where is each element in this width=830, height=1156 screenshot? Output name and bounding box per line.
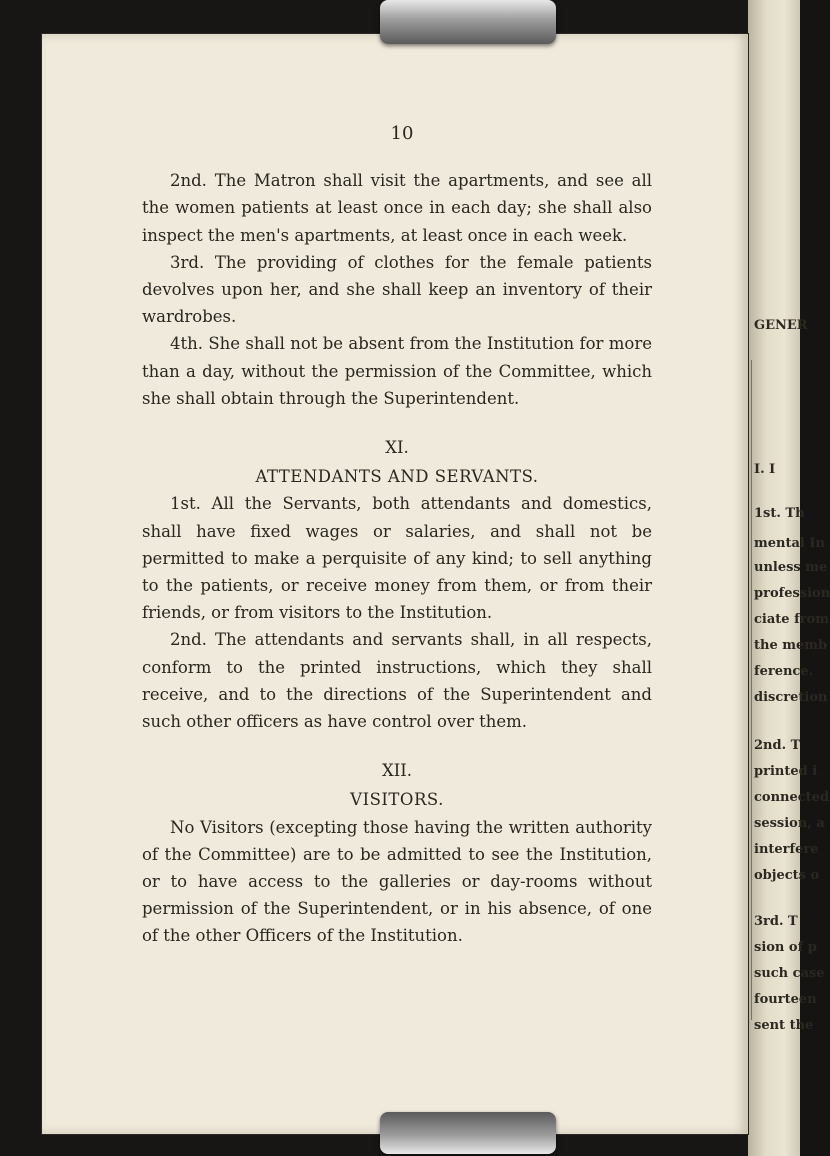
section-title-visitors: VISITORS.	[350, 790, 444, 810]
paragraph-servants-2nd: 2nd. The attendants and servants shall, in all respects, conform to the printed instructions, which they shall receive, and to the directions of the Superintendent and such other officers as have control over them.	[142, 630, 652, 732]
facing-page-edge	[748, 0, 830, 1156]
section-number-xii: XII.	[381, 761, 413, 781]
facing-page-fragment: objects o	[754, 868, 820, 883]
facing-page-fragment: unless me	[754, 560, 828, 575]
facing-page-rule	[751, 360, 752, 1020]
facing-page-fragment: interfere	[754, 842, 819, 857]
facing-page-fragment: the memb	[754, 638, 828, 653]
facing-page-fragment: GENER	[754, 318, 808, 333]
section-number-xi: XI.	[385, 438, 409, 458]
bottom-page-clip	[380, 1112, 556, 1154]
paragraph-matron-3rd: 3rd. The providing of clothes for the female patients devolves upon her, and she shall keep an inventory of their wardrobes.	[142, 252, 652, 327]
facing-page-fragment: ciate from	[754, 612, 829, 627]
facing-page-fragment: 3rd. T	[754, 914, 798, 929]
facing-page-fragment: I. I	[754, 462, 776, 477]
facing-page-fragment: sion of p	[754, 940, 817, 955]
facing-page-fragment: sent the	[754, 1018, 814, 1033]
facing-page-fragment: profession	[754, 586, 830, 601]
top-page-clip	[380, 0, 556, 44]
facing-page-fragment: fourteen	[754, 992, 817, 1007]
facing-page-fragment: 2nd. T	[754, 738, 801, 753]
facing-page-fragment: session, a	[754, 816, 825, 831]
facing-page-fragment: such case	[754, 966, 825, 981]
paragraph-matron-4th: 4th. She shall not be absent from the Institution for more than a day, without the permission of the Committee, which she shall obtain through the Superintendent.	[142, 334, 652, 408]
facing-page-fragment: printed i	[754, 764, 818, 779]
section-title-attendants: ATTENDANTS AND SERVANTS.	[255, 467, 539, 487]
paragraph-servants-1st: 1st. All the Servants, both attendants and domestics, shall have fixed wages or salaries, and shall not be permitted to make a perquisite of any kind; to sell anything to the patients, or receive money from them, or from their friends, or from visitors to the Institution.	[142, 494, 652, 623]
paragraph-visitors: No Visitors (excepting those having the written authority of the Committee) are to be admitted to see the Institution, or to have access to the galleries or day-rooms without permission of the Superintendent, or in his absence, of one of the other Officers of the Institution.	[142, 817, 652, 946]
facing-page-fragment: connected	[754, 790, 830, 805]
facing-page-fragment: ference.	[754, 664, 814, 679]
facing-page-fragment: mental In	[754, 536, 825, 551]
paragraph-matron-2nd: 2nd. The Matron shall visit the apartments, and see all the women patients at least once in each day; she shall also inspect the men's apartments, at least once in each week.	[142, 171, 652, 245]
page-number: 10	[390, 123, 414, 144]
facing-page-fragment: discretion	[754, 690, 828, 705]
facing-page-fragment: 1st. Th	[754, 506, 805, 521]
page-text	[142, 120, 652, 950]
